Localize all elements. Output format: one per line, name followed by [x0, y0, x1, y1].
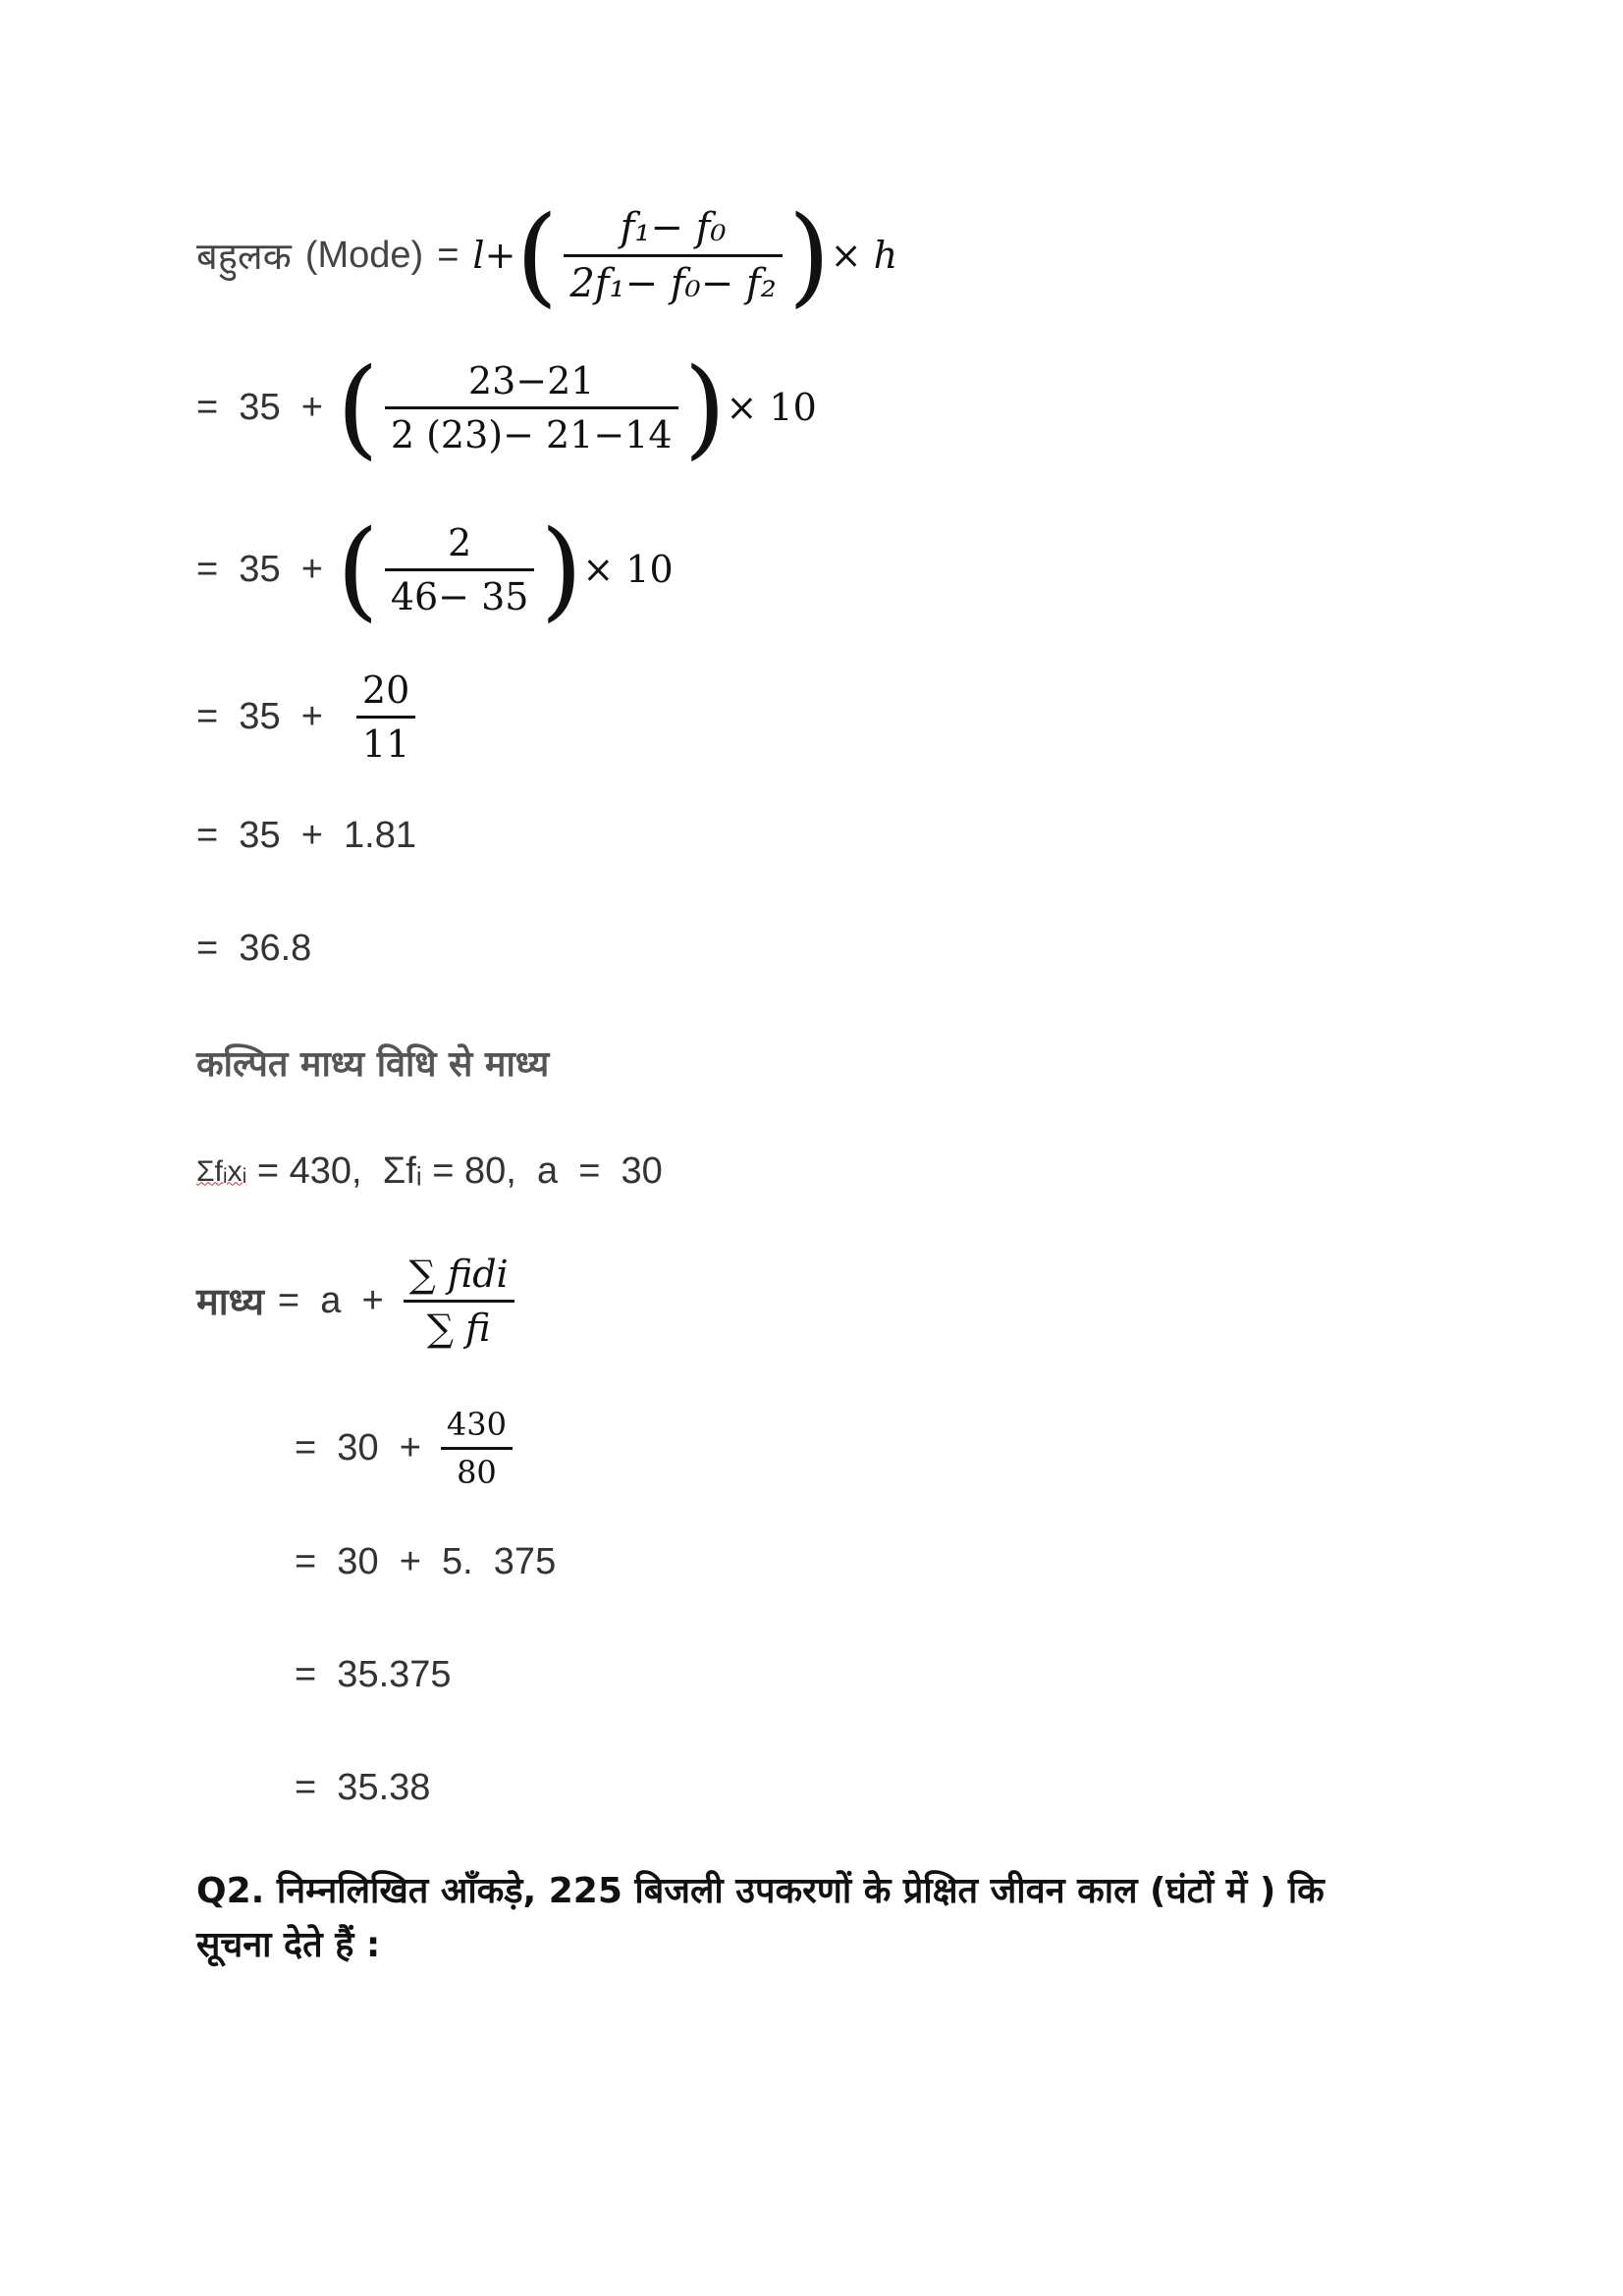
question-2-text-1: Q2. निम्नलिखित आँकड़े, 225 बिजली उपकरणों के प्रेक्षित जीवन काल (घंटों में ) कि: [196, 1871, 1325, 1911]
right-paren: ): [787, 192, 831, 318]
mean-step1-lead: = 30 +: [295, 1426, 421, 1468]
mean-step1-denominator: 80: [457, 1453, 497, 1491]
mean-step1-numerator: 430: [446, 1405, 507, 1443]
step3-numerator: 20: [361, 667, 410, 712]
mode-label-hindi: बहुलक: [196, 235, 292, 278]
step2-numerator: 2: [448, 520, 472, 564]
mode-formula: [196, 192, 898, 318]
mean-step-3: = 35.375: [295, 1654, 452, 1695]
variable-l: l: [472, 234, 485, 277]
right-paren: ): [683, 345, 727, 470]
mode-denominator: 2f₁− f₀− f₂: [569, 260, 777, 306]
question-2-line-1: [196, 1865, 1325, 1913]
assumed-mean-heading: कल्पित माध्य विधि से माध्य: [196, 1044, 550, 1085]
step3-fraction: [356, 668, 415, 766]
mean-denominator: ∑ fi: [426, 1306, 491, 1350]
left-paren: (: [336, 345, 379, 470]
left-paren: (: [515, 192, 559, 318]
mode-step-4: = 35 + 1.81: [196, 815, 416, 856]
step-lead: = 35 +: [196, 386, 323, 428]
mean-lead: = a +: [277, 1279, 384, 1321]
sums-line: [196, 1150, 663, 1193]
step1-denominator: 2 (23)− 21−14: [390, 412, 673, 456]
mode-numerator: f₁− f₀: [620, 204, 727, 250]
mode-step-3: [196, 658, 421, 775]
step3-denominator: 11: [361, 721, 410, 766]
step1-numerator: 23−21: [467, 358, 595, 402]
question-2-line-2: [196, 1919, 380, 1967]
step2-times: × 10: [582, 548, 674, 591]
equals-sign: =: [437, 234, 460, 276]
mean-numerator: ∑ fidi: [408, 1252, 509, 1296]
step-lead: = 35 +: [196, 695, 323, 737]
mode-result: = 36.8: [196, 928, 312, 969]
mean-result: = 35.38: [295, 1767, 431, 1808]
question-2-text-2: सूचना देते हैं :: [196, 1925, 381, 1965]
step2-fraction: [385, 521, 535, 618]
mean-step-2: = 30 + 5. 375: [295, 1541, 557, 1582]
mean-step-1: [295, 1394, 518, 1502]
mean-label: माध्य: [196, 1280, 264, 1323]
mode-step-2: [196, 507, 674, 632]
mode-label-english: (Mode): [304, 234, 424, 276]
left-paren: (: [336, 507, 379, 632]
plus-sign: +: [484, 234, 516, 277]
sums-values: = 430, Σfᵢ = 80, a = 30: [246, 1150, 663, 1192]
step1-times: × 10: [726, 386, 817, 429]
right-paren: ): [540, 507, 583, 632]
step1-fraction: [385, 359, 678, 456]
step2-denominator: 46− 35: [390, 574, 529, 618]
mode-step-1: [196, 345, 817, 470]
mean-formula: [196, 1247, 520, 1355]
mean-step1-fraction: [441, 1406, 513, 1491]
mean-fraction: [404, 1253, 514, 1350]
mode-fraction: [564, 205, 782, 306]
step-lead: = 35 +: [196, 548, 323, 590]
times-h: × h: [830, 234, 898, 277]
sum-fx-term: Σfᵢxᵢ: [196, 1154, 247, 1188]
